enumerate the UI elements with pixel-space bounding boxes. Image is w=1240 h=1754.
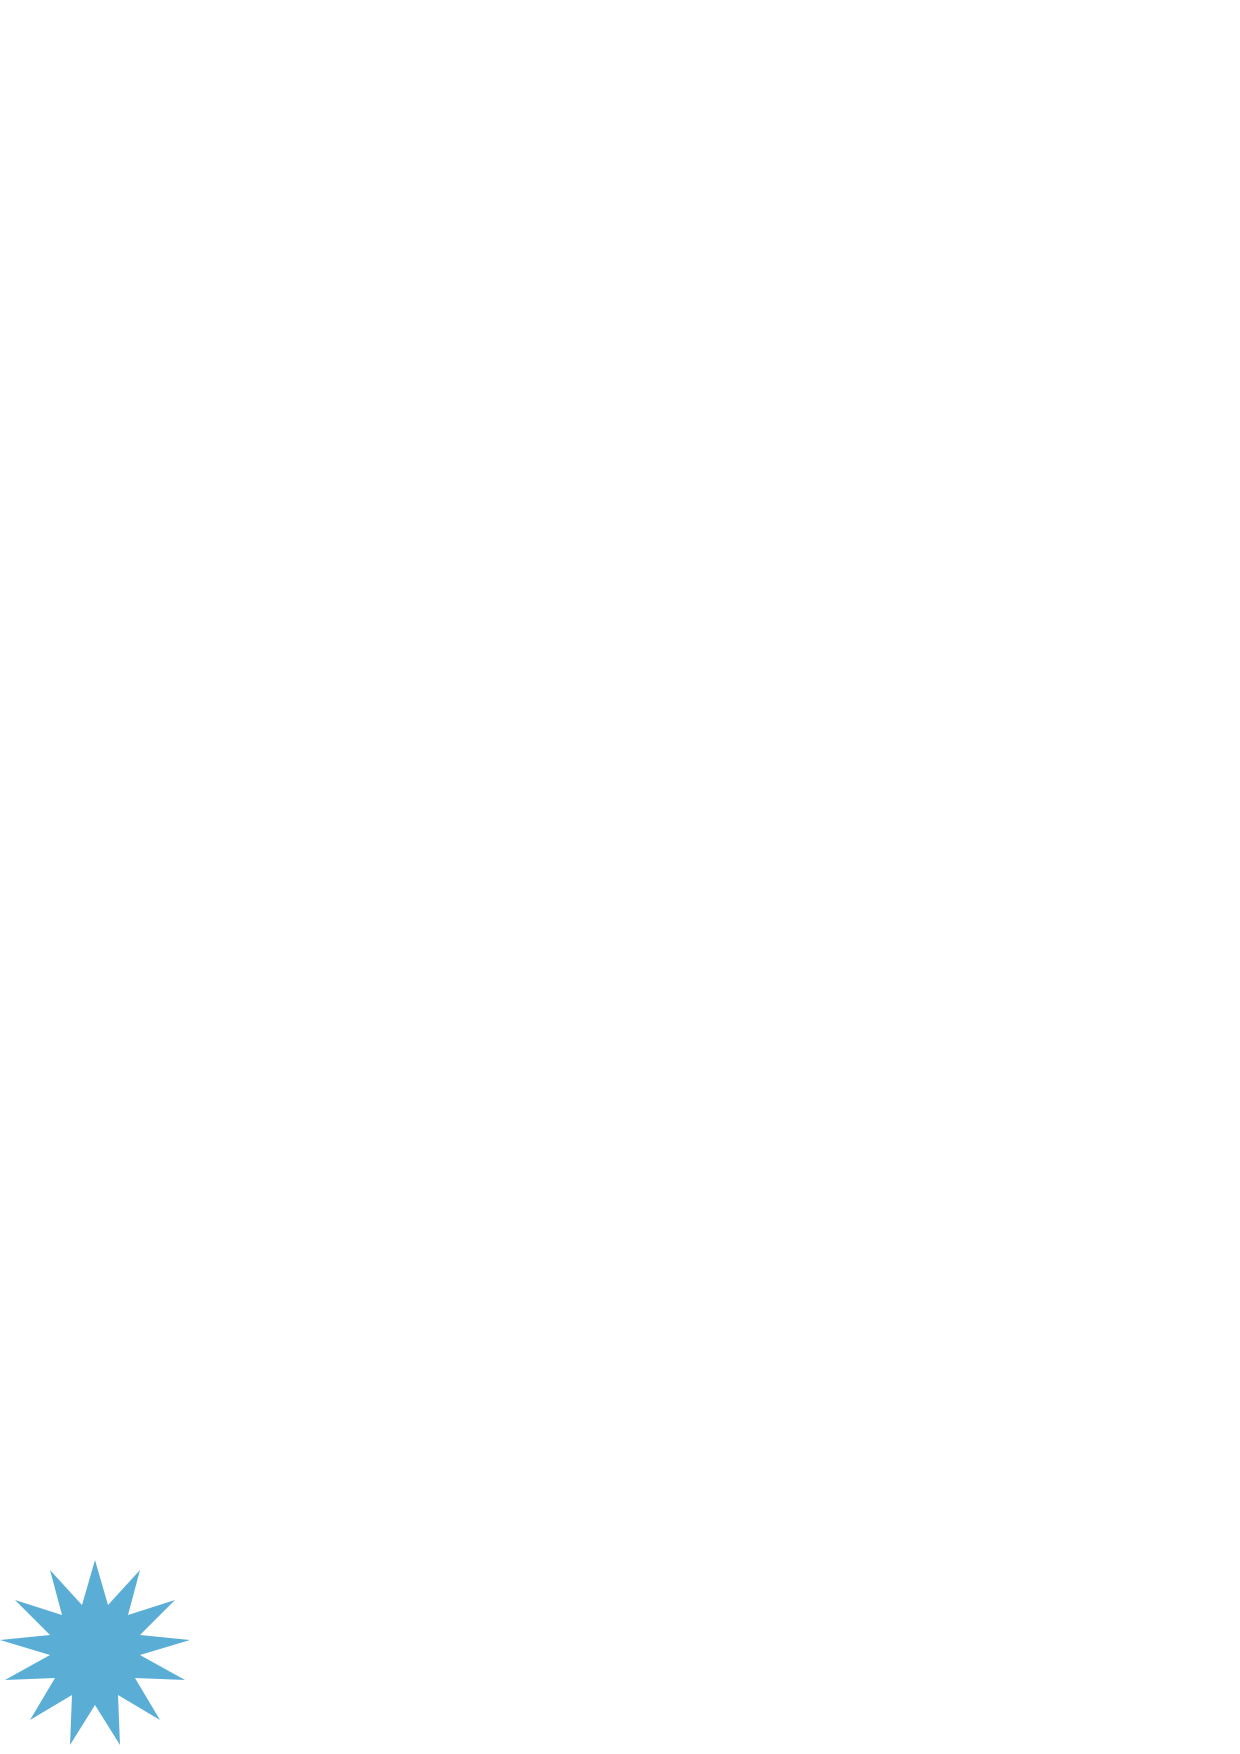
seatracker-watermark bbox=[0, 1560, 1240, 1754]
sun-icon bbox=[0, 1560, 190, 1745]
